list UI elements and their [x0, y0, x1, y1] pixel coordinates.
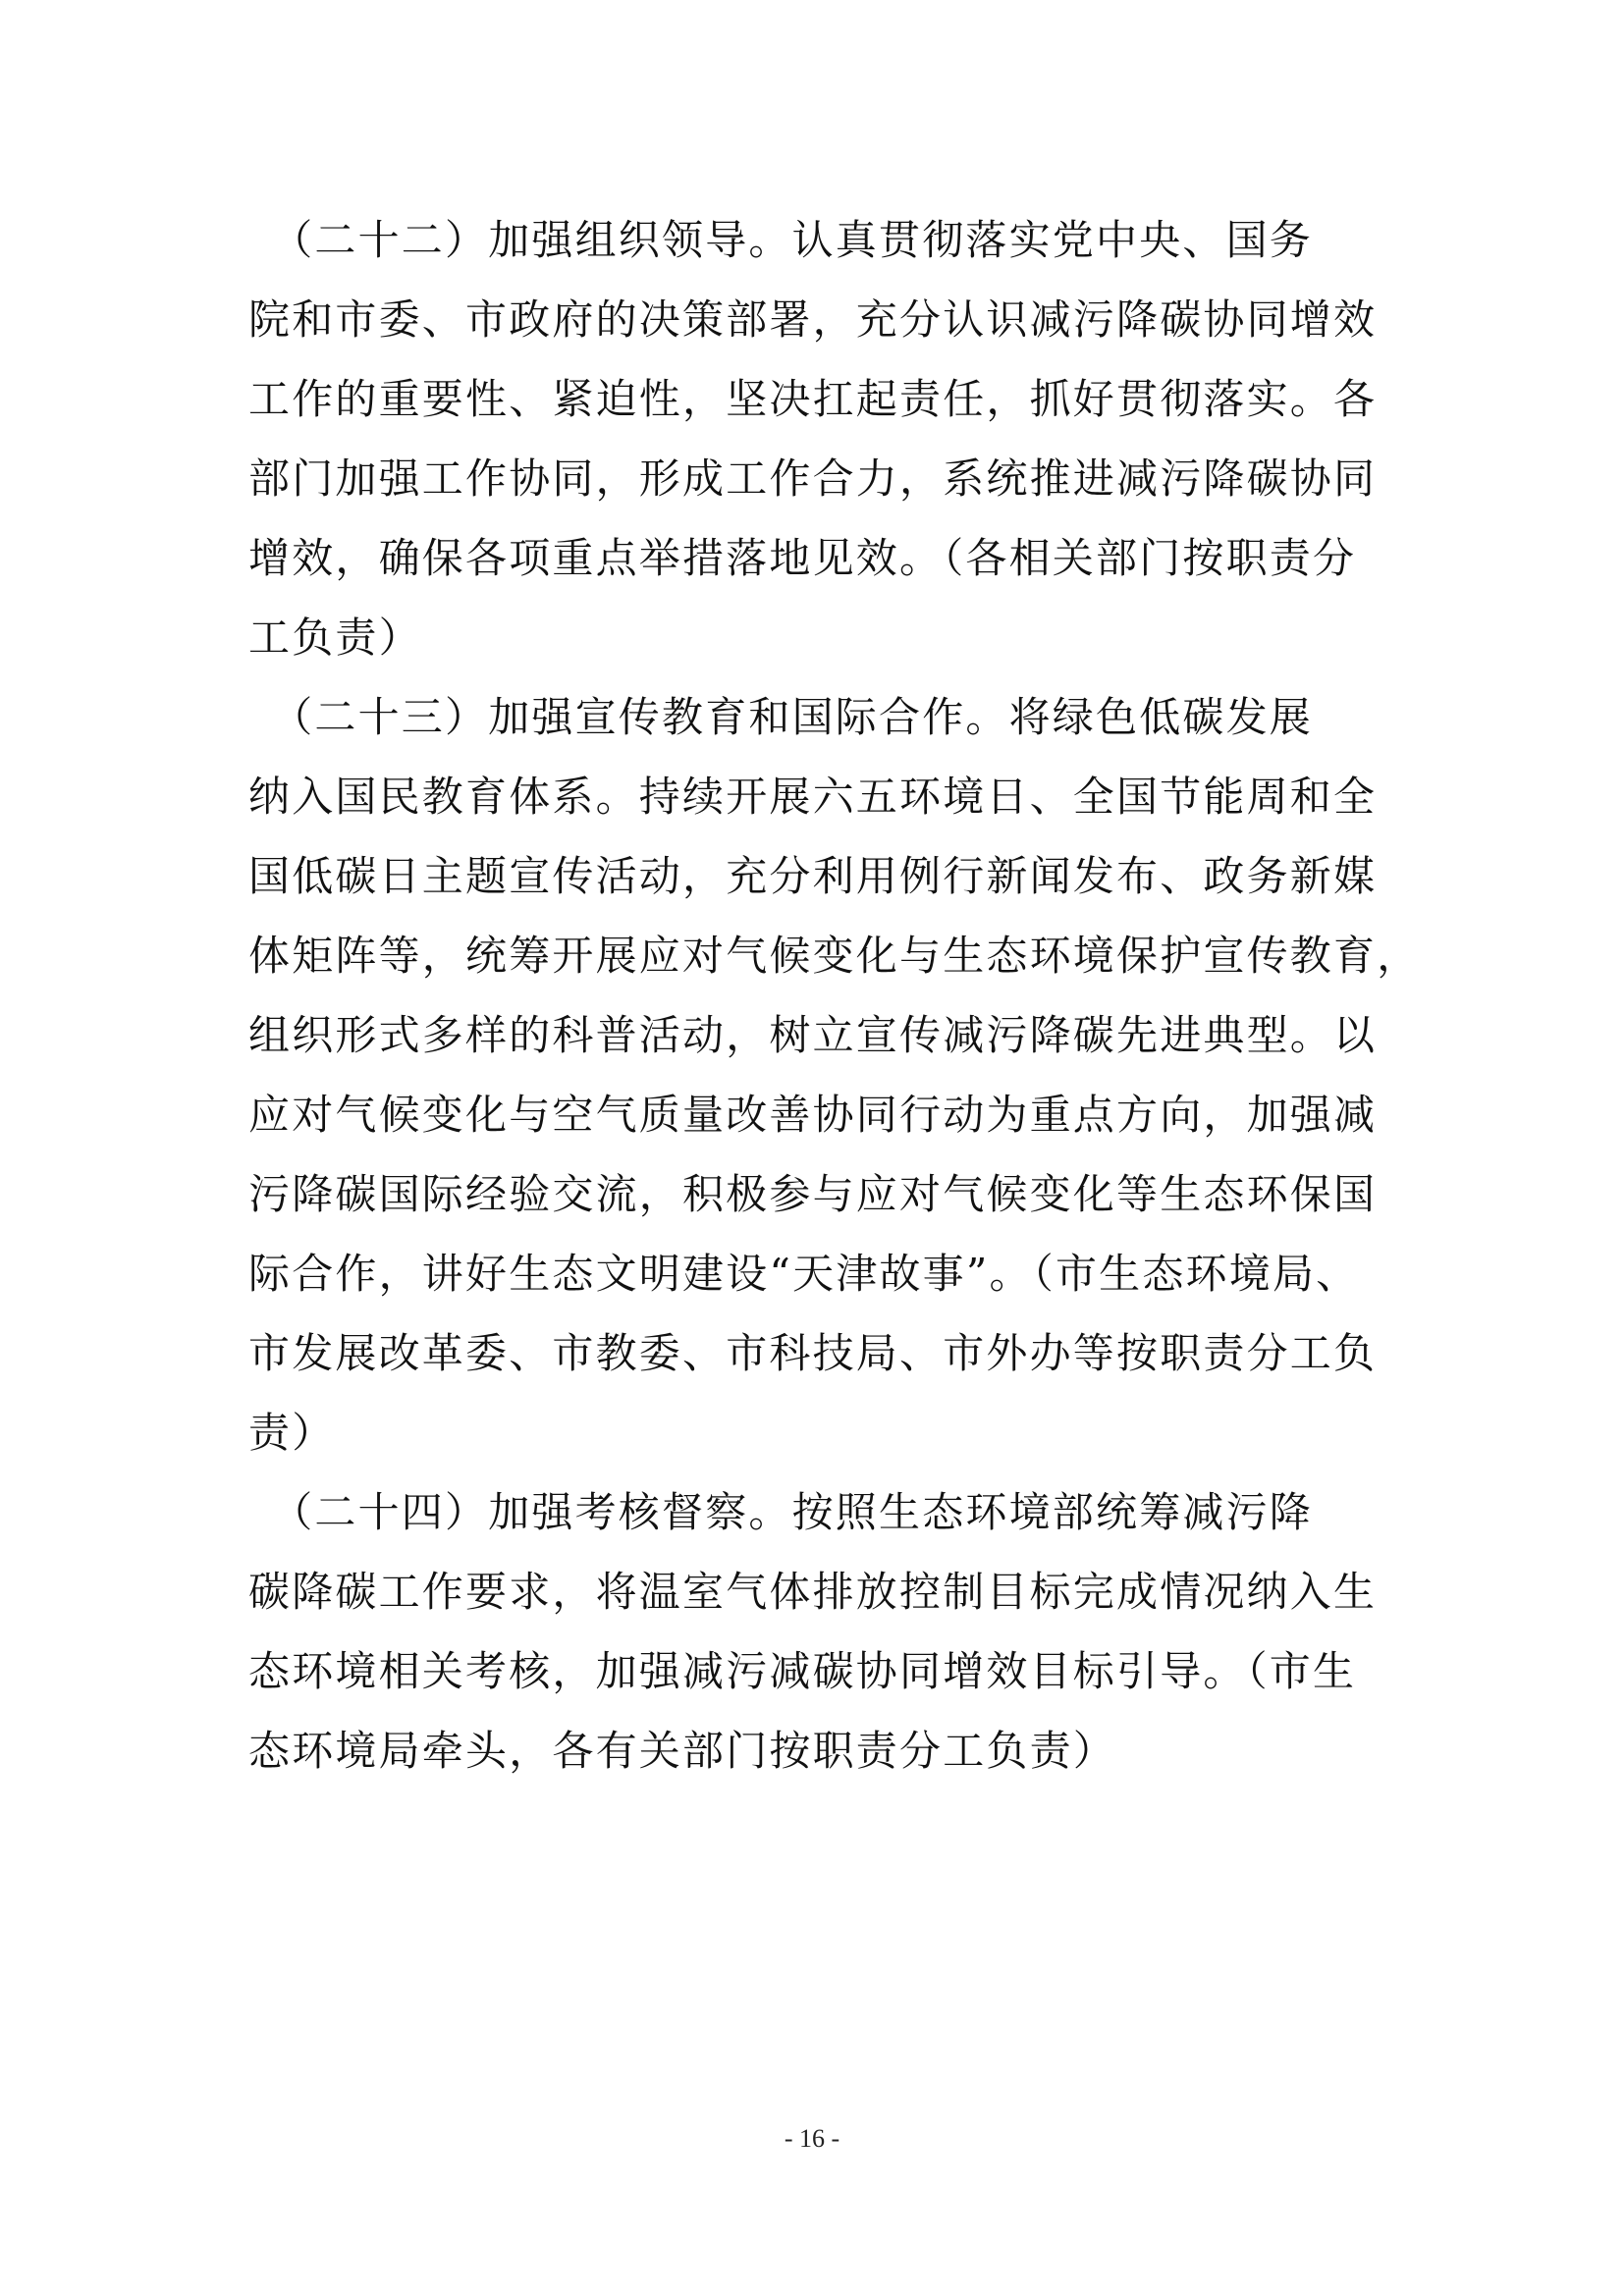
- text-line: 部门加强工作协同，形成工作合力，系统推进减污降碳协同: [248, 454, 1378, 503]
- text-line: 组织形式多样的科普活动，树立宣传减污降碳先进典型。以: [248, 1011, 1378, 1059]
- document-body: [248, 200, 1421, 1790]
- paragraph-22: [248, 200, 1383, 677]
- text-line: 纳入国民教育体系。持续开展六五环境日、全国节能周和全: [248, 773, 1378, 821]
- text-line: 国低碳日主题宣传活动，充分利用例行新闻发布、政务新媒: [248, 852, 1378, 900]
- text-line: 责）: [248, 1409, 336, 1457]
- text-line: 工作的重要性、紧迫性，坚决扛起责任，抓好贯彻落实。各: [248, 375, 1378, 423]
- paragraph-24: [248, 1472, 1383, 1790]
- text-line: 碳降碳工作要求，将温室气体排放控制目标完成情况纳入生: [248, 1568, 1378, 1616]
- text-line: 态环境相关考核，加强减污减碳协同增效目标引导。（市生: [248, 1647, 1357, 1695]
- text-line: 工负责）: [248, 614, 422, 662]
- page-number: - 16 -: [784, 2124, 840, 2153]
- text-line: 态环境局牵头，各有关部门按职责分工负责）: [248, 1727, 1117, 1775]
- text-line: （二十二）加强组织领导。认真贯彻落实党中央、国务: [248, 216, 1314, 264]
- text-line: （二十四）加强考核督察。按照生态环境部统筹减污降: [248, 1488, 1314, 1536]
- text-line: 市发展改革委、市教委、市科技局、市外办等按职责分工负: [248, 1329, 1378, 1377]
- text-line: 体矩阵等，统筹开展应对气候变化与生态环境保护宣传教育，: [248, 932, 1421, 980]
- text-line: （二十三）加强宣传教育和国际合作。将绿色低碳发展: [248, 693, 1314, 741]
- text-line: 应对气候变化与空气质量改善协同行动为重点方向，加强减: [248, 1091, 1378, 1139]
- text-line: 际合作，讲好生态文明建设“天津故事”。（市生态环境局、: [248, 1250, 1360, 1298]
- text-line: 增效，确保各项重点举措落地见效。（各相关部门按职责分: [248, 534, 1357, 582]
- paragraph-23: [248, 677, 1421, 1472]
- text-line: 院和市委、市政府的决策部署，充分认识减污降碳协同增效: [248, 295, 1378, 344]
- text-line: 污降碳国际经验交流，积极参与应对气候变化等生态环保国: [248, 1170, 1378, 1218]
